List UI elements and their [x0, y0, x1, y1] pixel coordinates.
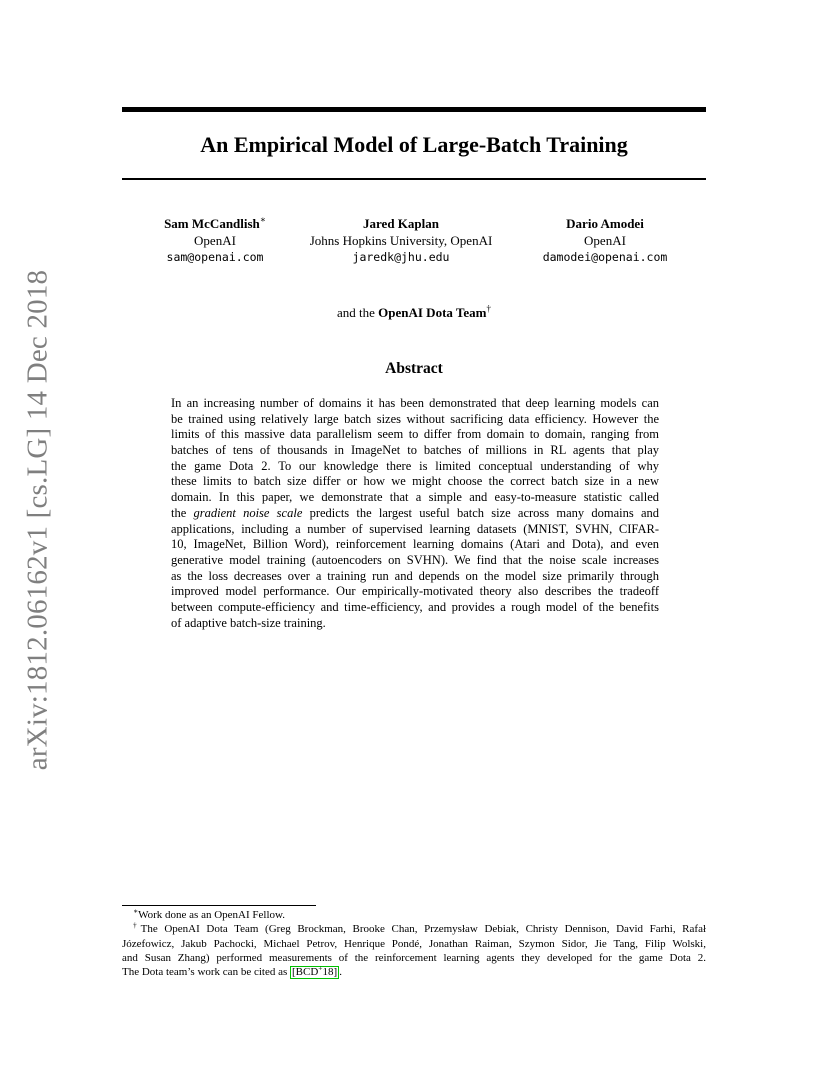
citation-text: [BCD [292, 966, 319, 979]
abstract-line: these limits to batch size differ or how we might choose the correct batch size in a new [171, 474, 659, 489]
team-prefix: and the [336, 305, 375, 320]
footnote-dota-line [122, 922, 706, 936]
title-top-rule [122, 107, 706, 112]
author-affiliation: OpenAI [194, 233, 236, 248]
team-line [122, 304, 706, 321]
abstract-body [171, 396, 659, 631]
footnote-mark: ∗ [133, 906, 139, 916]
abstract-line: In an increasing number of domains it has been demonstrated that deep learning models can [171, 396, 659, 410]
abstract-text: the [171, 505, 194, 520]
footnote-mark: † [133, 920, 141, 930]
author-name: Dario Amodei [566, 216, 644, 231]
author-email: sam@openai.com [166, 250, 264, 264]
abstract-line [171, 506, 659, 522]
author-name-text: Sam McCandlish [164, 216, 260, 231]
author-footnote-mark: ∗ [259, 214, 266, 225]
footnote-dota-line: and Susan Zhang) performed measurements of the reinforcement learning agents they developed for the game Dota 2. [122, 951, 706, 964]
team-footnote-mark: † [486, 303, 491, 314]
team-name: OpenAI Dota Team [378, 305, 487, 320]
abstract-line: applications, including a number of supervised learning datasets (MNIST, SVHN, CIFAR- [171, 521, 659, 536]
author-block [525, 215, 685, 266]
citation-sup: + [318, 963, 323, 973]
abstract-line: be trained using relatively large batch sizes without sacrificing data efficiency. However the [171, 411, 659, 426]
author-name: Jared Kaplan [363, 216, 439, 231]
citation-link[interactable] [290, 963, 339, 979]
author-email: damodei@openai.com [542, 250, 668, 264]
abstract-line: 10, ImageNet, Billion Word), reinforcement learning domains (Atari and Dota), and even [171, 537, 659, 552]
footnote-dota-line [122, 965, 706, 979]
abstract-line: batches of tens of thousands in ImageNet to batches of millions in RL agents that play [171, 443, 659, 458]
author-block [301, 215, 501, 266]
author-block [140, 215, 290, 266]
author-email: jaredk@jhu.edu [352, 250, 450, 264]
abstract-line: between compute-efficiency and time-efficiency, and provides a rough model of the benefits [171, 599, 659, 614]
footnote-rule [122, 905, 316, 906]
footnote-text: . [339, 966, 342, 979]
abstract-line: domain. In this paper, we demonstrate that a simple and easy-to-measure statistic called [171, 490, 659, 505]
abstract-heading: Abstract [385, 360, 443, 377]
footnote-text: The OpenAI Dota Team (Greg Brockman, Brooke Chan, Przemysław Debiak, Christy Dennison, David Farhi, Rafał [140, 923, 707, 936]
paper-title: An Empirical Model of Large-Batch Training [200, 132, 628, 157]
footnote-fellow [122, 908, 706, 922]
title-bottom-rule [122, 178, 706, 180]
abstract-line: as the loss decreases over a training run and depends on the model size primarily through [171, 568, 659, 583]
arxiv-stamp-text: arXiv:1812.06162v1 [cs.LG] 14 Dec 2018 [21, 269, 54, 771]
footnotes [122, 908, 706, 979]
footnote-dota-line: Józefowicz, Jakub Pachocki, Michael Petrov, Henrique Pondé, Jonathan Raiman, Szymon Sidor, Jie Tang, Filip Wolski, [122, 937, 706, 950]
citation-year: 18] [322, 966, 338, 979]
author-affiliation: Johns Hopkins University, OpenAI [309, 233, 493, 248]
abstract-line: improved model performance. Our empirically-motivated theory also describes the tradeoff [171, 584, 659, 599]
footnote-text: The Dota team’s work can be cited as [122, 966, 290, 979]
abstract-line: of adaptive batch-size training. [171, 615, 326, 630]
abstract-line: generative model training (autoencoders on SVHN). We find that the noise scale increases [171, 552, 659, 567]
abstract-line: limits of this massive data parallelism seem to differ from domain to domain, ranging from [171, 427, 659, 442]
gradient-noise-scale-term: gradient noise scale [193, 505, 303, 520]
abstract-line: the game Dota 2. To our knowledge there is limited conceptual understanding of why [171, 458, 659, 473]
author-name [140, 215, 290, 232]
author-affiliation: OpenAI [584, 233, 626, 248]
abstract-text: predicts the largest useful batch size across many domains and [302, 505, 659, 520]
footnote-text: Work done as an OpenAI Fellow. [138, 909, 285, 921]
